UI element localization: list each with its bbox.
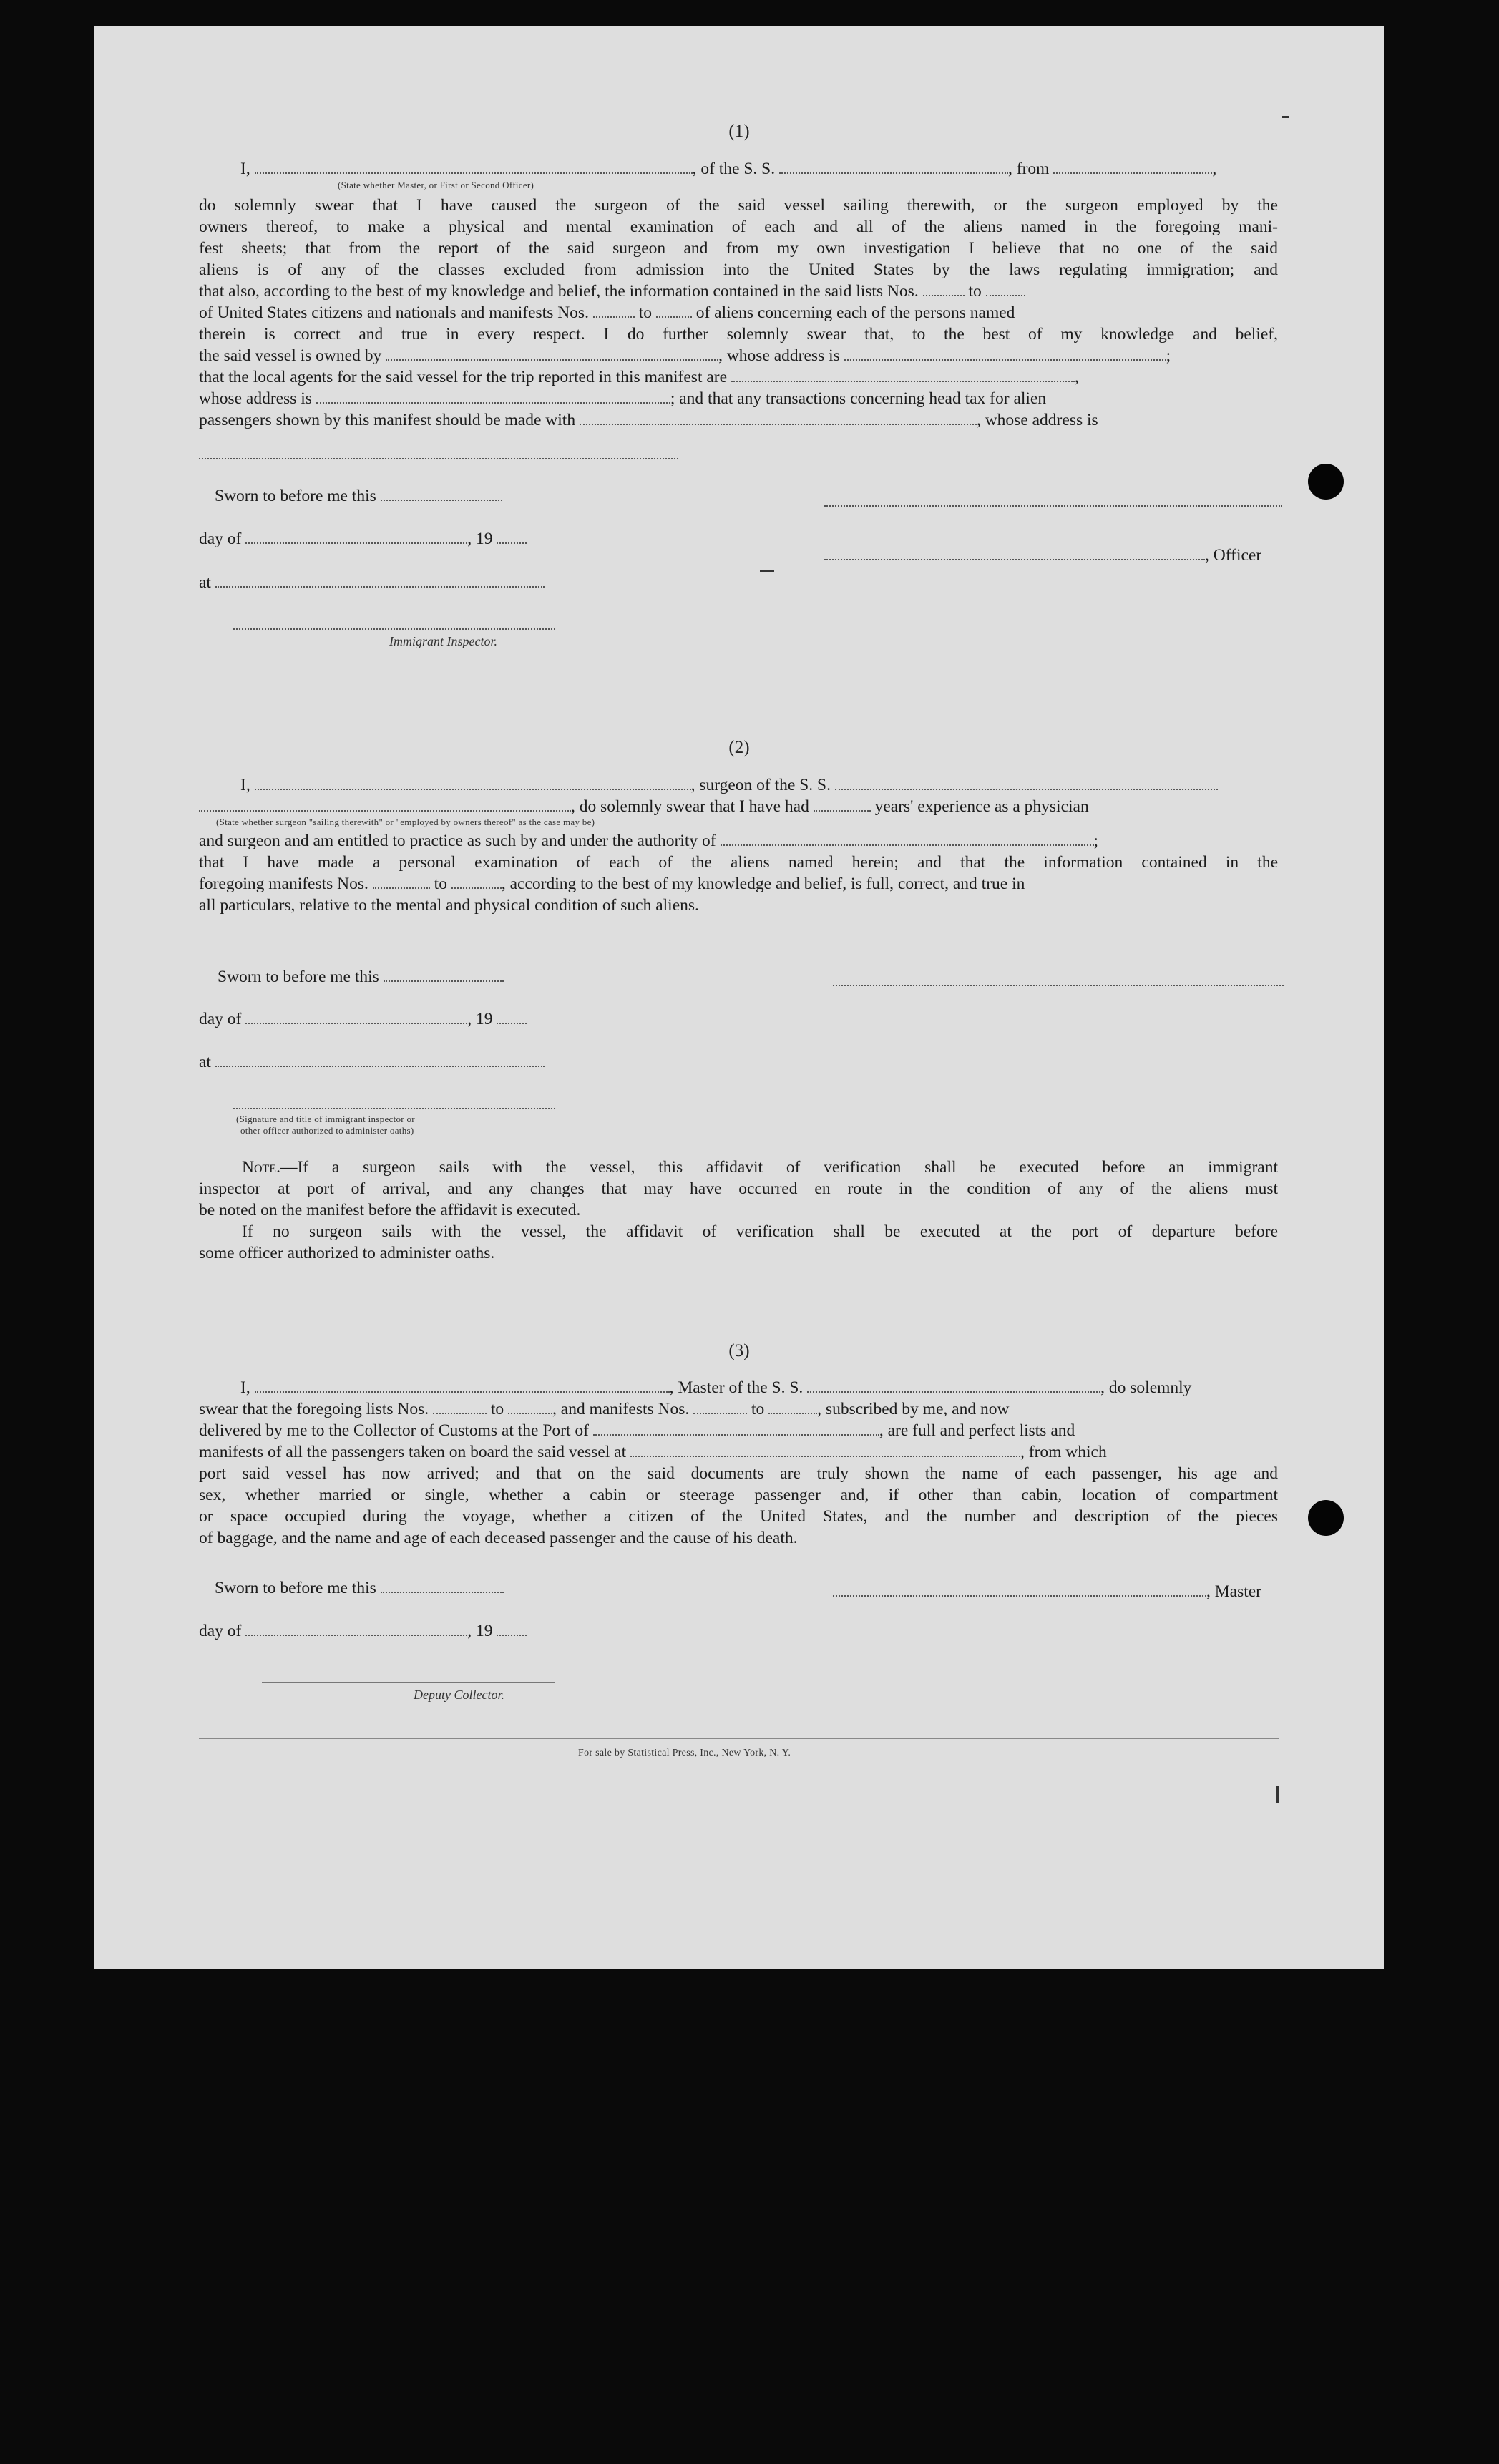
text: , and manifests Nos. [552, 1400, 690, 1418]
body-line: or space occupied during the voyage, whether a citizen of the United States, and the number and description of the pieces [199, 1507, 1278, 1526]
body-line: all particulars, relative to the mental and physical condition of such aliens. [199, 896, 699, 915]
text: day of [199, 530, 242, 548]
text: and surgeon and am entitled to practice as such by and under the authority of [199, 832, 716, 850]
embark-port-field[interactable] [630, 1441, 1020, 1457]
text: , from [1008, 160, 1050, 178]
text: to [968, 282, 982, 301]
ship-name-field[interactable] [779, 158, 1008, 174]
text: to [490, 1400, 504, 1418]
place-field[interactable] [215, 572, 545, 588]
body-line [199, 873, 1025, 895]
text: years' experience as a physician [874, 797, 1089, 816]
text: to [751, 1400, 765, 1418]
body-line: sex, whether married or single, whether a cabin or steerage passenger and, if other than cabin, location of compartment [199, 1486, 1278, 1504]
body-line: fest sheets; that from the report of the said surgeon and from my own investigation I believe that no one of the said [199, 239, 1278, 258]
name-field[interactable] [255, 158, 693, 174]
text: of United States citizens and nationals and manifests Nos. [199, 303, 589, 322]
body-line: therein is correct and true in every respect. I do further solemnly swear that, to the best of my knowledge and belief, [199, 325, 1278, 344]
printer-imprint: For sale by Statistical Press, Inc., New York, N. Y. [578, 1748, 791, 1758]
text: ; [1093, 832, 1099, 850]
body-line: do solemnly swear that I have caused the surgeon of the said vessel sailing therewith, or the surgeon employed by the [199, 196, 1278, 215]
authority-field[interactable] [721, 830, 1094, 846]
master-name-field[interactable] [255, 1377, 670, 1393]
body-line [199, 302, 1015, 323]
text: , do solemnly swear that I have had [571, 797, 809, 816]
day-of-line [199, 1620, 527, 1642]
manifest-from-field[interactable] [693, 1398, 747, 1414]
owner-field[interactable] [386, 345, 718, 361]
body-line: of baggage, and the name and age of each deceased passenger and the cause of his death. [199, 1529, 798, 1547]
text: , do solemnly [1100, 1378, 1192, 1397]
section-3-line-2 [199, 1398, 1009, 1420]
day-of-line [199, 1008, 527, 1030]
inspector-signature-field[interactable] [233, 628, 555, 630]
list-to-field[interactable] [986, 281, 1025, 296]
officer-signature-field[interactable] [824, 545, 1205, 560]
sworn-date-field[interactable] [381, 485, 502, 501]
section-2-number: (2) [728, 738, 750, 757]
ship-name-field[interactable] [835, 774, 1218, 790]
master-signature-field[interactable] [833, 1581, 1206, 1597]
text: , 19 [467, 1622, 493, 1640]
day-of-line [199, 528, 527, 550]
surgeon-name-field[interactable] [255, 774, 691, 790]
signature-caption: (Signature and title of immigrant inspector or [236, 1114, 415, 1124]
text: , whose address is [976, 411, 1098, 429]
text: at [199, 573, 211, 592]
body-line: port said vessel has now arrived; and that on the said documents are truly shown the name of each passenger, his age and [199, 1464, 1278, 1483]
day-field[interactable] [245, 528, 467, 544]
inspector-caption: Immigrant Inspector. [389, 634, 497, 648]
text: Sworn to before me this [215, 487, 376, 505]
list-from-field[interactable] [923, 281, 965, 296]
note-line: some officer authorized to administer oaths. [199, 1244, 495, 1262]
sworn-line [215, 1577, 504, 1599]
sworn-date-field[interactable] [384, 966, 504, 982]
body-line: aliens is of any of the classes excluded from admission into the United States by the laws regulating immigration; and [199, 260, 1278, 279]
text: , subscribed by me, and now [817, 1400, 1010, 1418]
section-1-number: (1) [728, 122, 750, 141]
manifest-to-field[interactable] [451, 873, 502, 889]
text: , Officer [1205, 546, 1262, 565]
text: , of the S. S. [692, 160, 776, 178]
text: , are full and perfect lists and [879, 1421, 1075, 1440]
text: I, [240, 160, 250, 178]
text: , whose address is [718, 346, 840, 365]
year-field[interactable] [497, 1620, 527, 1636]
text: , 19 [467, 1010, 493, 1028]
section-2-line-1 [240, 774, 1218, 796]
text: , according to the best of my knowledge and belief, is full, correct, and true in [501, 875, 1025, 893]
text: ; [1166, 346, 1171, 365]
text: , Master of the S. S. [669, 1378, 804, 1397]
body-line [199, 281, 1025, 302]
scan-mark [1276, 1786, 1279, 1803]
officer-signature-top-line[interactable] [824, 505, 1282, 507]
manifest-to-field[interactable] [656, 302, 692, 318]
body-line [199, 366, 1079, 388]
note-label: Note. [242, 1158, 280, 1177]
text: , [1074, 368, 1079, 386]
collector-signature-field[interactable] [262, 1682, 555, 1683]
section-3-line-1 [240, 1377, 1191, 1398]
text: swear that the foregoing lists Nos. [199, 1400, 429, 1418]
text: that the local agents for the said vessel for the trip reported in this manifest are [199, 368, 728, 386]
year-field[interactable] [497, 1008, 527, 1024]
text: delivered by me to the Collector of Customs at the Port of [199, 1421, 589, 1440]
sworn-date-field[interactable] [381, 1577, 504, 1593]
text: that also, according to the best of my knowledge and belief, the information contained in the said lists Nos. [199, 282, 919, 301]
port-from-field[interactable] [1053, 158, 1212, 174]
text: I, [240, 776, 250, 794]
ship-name-field[interactable] [807, 1377, 1100, 1393]
body-line: that I have made a personal examination of each of the aliens named herein; and that the information contained in the [199, 853, 1278, 872]
form-page [94, 26, 1384, 1969]
section-1-line-1 [240, 158, 1216, 180]
text: the said vessel is owned by [199, 346, 382, 365]
scan-mark [1282, 116, 1289, 118]
text: , from which [1020, 1443, 1107, 1461]
place-field[interactable] [215, 1051, 545, 1067]
section-3-line-4 [199, 1441, 1107, 1463]
head-tax-address-field[interactable] [199, 458, 678, 459]
section-3-line-3 [199, 1420, 1075, 1441]
body-line [199, 388, 1046, 409]
sworn-line [218, 966, 504, 988]
head-tax-party-field[interactable] [580, 409, 977, 425]
surgeon-caption: (State whether surgeon "sailing therewith" or "employed by owners thereof" as the case may be) [216, 817, 595, 827]
officer-caption: (State whether Master, or First or Second Officer) [338, 180, 534, 190]
agents-address-field[interactable] [316, 388, 670, 404]
text: at [199, 1053, 211, 1071]
text: Sworn to before me this [215, 1579, 376, 1597]
day-field[interactable] [245, 1620, 467, 1636]
body-line [199, 409, 1098, 431]
section-2-line-2 [199, 796, 1089, 817]
list-to-field[interactable] [508, 1398, 552, 1414]
text: day of [199, 1622, 242, 1640]
text: ; and that any transactions concerning head tax for alien [670, 389, 1047, 408]
owner-address-field[interactable] [844, 345, 1166, 361]
text: foregoing manifests Nos. [199, 875, 368, 893]
list-from-field[interactable] [433, 1398, 487, 1414]
note-line: If no surgeon sails with the vessel, the affidavit of verification shall be executed at the port of departure before [242, 1222, 1278, 1241]
text: to [638, 303, 652, 322]
body-line [199, 830, 1098, 852]
manifest-to-field[interactable] [768, 1398, 817, 1414]
binder-hole [1308, 464, 1344, 500]
text: , Master [1206, 1582, 1262, 1601]
at-line [199, 572, 545, 593]
text: of aliens concerning each of the persons named [695, 303, 1015, 322]
manifest-from-field[interactable] [593, 302, 635, 318]
officer-line [824, 545, 1261, 566]
at-line [199, 1051, 545, 1073]
text: Sworn to before me this [218, 968, 379, 986]
inspector-signature-field[interactable] [233, 1108, 555, 1109]
binder-hole [1308, 1500, 1344, 1536]
text: manifests of all the passengers taken on board the said vessel at [199, 1443, 627, 1461]
sworn-line [215, 485, 502, 507]
surgeon-signature-field[interactable] [833, 985, 1284, 986]
master-line [833, 1581, 1261, 1602]
note-line: inspector at port of arrival, and any changes that may have occurred en route in the condition of any of the aliens must [199, 1179, 1278, 1198]
body-line: owners thereof, to make a physical and mental examination of each and all of the aliens named in the foregoing mani- [199, 218, 1278, 236]
text: , 19 [467, 530, 493, 548]
footer-rule [199, 1738, 1279, 1739]
text: , surgeon of the S. S. [690, 776, 831, 794]
text: I, [240, 1378, 250, 1397]
year-field[interactable] [497, 528, 527, 544]
text: , [1212, 160, 1217, 178]
surgeon-status-field[interactable] [199, 796, 571, 812]
body-line [199, 345, 1171, 366]
section-3-number: (3) [728, 1341, 750, 1360]
note-line: be noted on the manifest before the affidavit is executed. [199, 1201, 581, 1219]
note-line [242, 1156, 1278, 1178]
agents-field[interactable] [731, 366, 1075, 382]
text: whose address is [199, 389, 312, 408]
text: passengers shown by this manifest should be made with [199, 411, 576, 429]
scan-mark [760, 570, 774, 572]
text: —If a surgeon sails with the vessel, this affidavit of verification shall be executed before an immigrant [280, 1158, 1278, 1177]
collector-caption: Deputy Collector. [414, 1688, 504, 1702]
day-field[interactable] [245, 1008, 467, 1024]
text: to [434, 875, 447, 893]
signature-caption: other officer authorized to administer oaths) [240, 1125, 414, 1136]
text: day of [199, 1010, 242, 1028]
manifest-from-field[interactable] [373, 873, 430, 889]
port-field[interactable] [593, 1420, 879, 1436]
years-field[interactable] [814, 796, 871, 812]
